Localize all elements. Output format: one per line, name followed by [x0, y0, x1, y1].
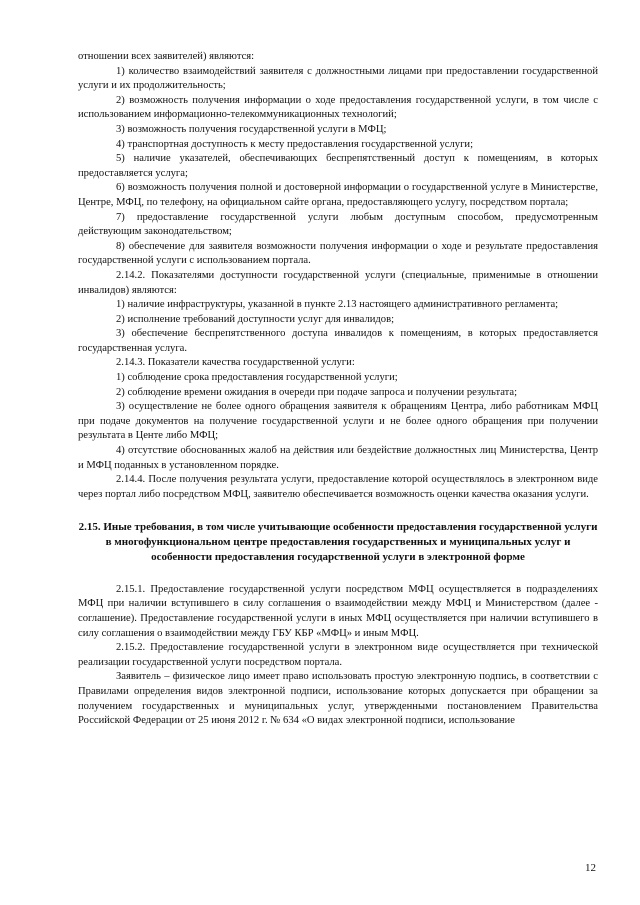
list-item-waiting-time: 2) соблюдение времени ожидания в очереди при подаче запроса и получении результата;: [116, 386, 518, 398]
list-item-accessibility-req: 2) исполнение требований доступности услуг для инвалидов;: [116, 313, 395, 325]
list-item-portal-info: 8) обеспечение для заявителя возможности получения информации о ходе и результате предоставления государственной услуги с использованием портала.: [78, 240, 598, 267]
list-item-interactions: 1) количество взаимодействий заявителя с должностными лицами при предоставлении государственной услуги и их продолжительность;: [78, 65, 598, 92]
list-item-single-request: 3) осуществление не более одного обращения заявителя к обращениям Центра, либо работникам МФЦ при подаче документов на получение государственной услуги и не более одного обращения при получении результата в Центе либо МФЦ;: [78, 401, 598, 442]
paragraph-2-15-1: 2.15.1. Предоставление государственной услуги посредством МФЦ осуществляется в подразделениях МФЦ при наличии вступившего в силу соглашения о взаимодействии между МФЦ и Министерством (далее - соглашение). Предоставление государственной услуги в иных МФЦ осуществляется при наличии вступившего в силу соглашения о взаимодействии между ГБУ КБР «МФЦ» и иным МФЦ.: [78, 583, 598, 639]
list-item-full-info: 6) возможность получения полной и достоверной информации о государственной услуге в Министерстве, Центре, МФЦ, по телефону, на официальном сайте органа, предоставляющего услугу, посредством портала;: [78, 182, 598, 208]
document-page: [78, 50, 598, 729]
list-item-mfc: 3) возможность получения государственной услуги в МФЦ;: [116, 123, 387, 135]
list-item-deadline: 1) соблюдение срока предоставления государственной услуги;: [116, 372, 398, 384]
section-heading-2-15: 2.15. Иные требования, в том числе учитывающие особенности предоставления государственной услуги в многофункциональном центре предоставления государственных и муниципальных услуг и особенности предоставления государственной услуги в электронной форме: [78, 521, 598, 563]
paragraph-intro: отношении всех заявителей) являются:: [78, 51, 255, 62]
list-item-infrastructure: 1) наличие инфраструктуры, указанной в пункте 2.13 настоящего административного регламента;: [116, 299, 559, 311]
paragraph-e-signature: Заявитель – физическое лицо имеет право использовать простую электронную подпись, в соответствии с Правилами определения видов электронной подписи, использование которых допускается при обращении за получением государственных и муниципальных услуг, утвержденными постановлением Правительства Российской Федерации от 25 июня 2012 г. № 634 «О видах электронной подписи, использование: [78, 671, 598, 727]
page-number: 12: [585, 862, 596, 874]
list-item-info-progress: 2) возможность получения информации о ходе предоставления государственной услуги, в том числе с использованием информационно-телекоммуникационных технологий;: [78, 94, 598, 121]
list-item-no-complaints: 4) отсутствие обоснованных жалоб на действия или бездействие должностных лиц Министерства, Центр и МФЦ поданных в установленном порядке.: [78, 445, 598, 471]
paragraph-2-14-2: 2.14.2. Показателями доступности государственной услуги (специальные, применимые в отношении инвалидов) являются:: [78, 269, 598, 296]
paragraph-2-14-4: 2.14.4. После получения результата услуги, предоставление которой осуществлялось в электронном виде через портал либо посредством МФЦ, заявителю обеспечивается возможность оценки качества оказания услуги.: [78, 474, 598, 500]
list-item-unobstructed-access: 3) обеспечение беспрепятственного доступа инвалидов к помещениям, в которых предоставляется государственная услуга.: [78, 328, 598, 354]
list-item-any-method: 7) предоставление государственной услуги любым доступным способом, предусмотренным действующим законодательством;: [78, 211, 598, 238]
paragraph-2-15-2: 2.15.2. Предоставление государственной услуги в электронном виде осуществляется при технической реализации государственной услуги посредством портала.: [78, 642, 598, 668]
list-item-transport: 4) транспортная доступность к месту предоставления государственной услуги;: [116, 138, 474, 150]
paragraph-2-14-3: 2.14.3. Показатели качества государственной услуги:: [116, 357, 355, 369]
list-item-signs: 5) наличие указателей, обеспечивающих беспрепятственный доступ к помещениям, в которых предоставляется услуга;: [78, 153, 598, 179]
